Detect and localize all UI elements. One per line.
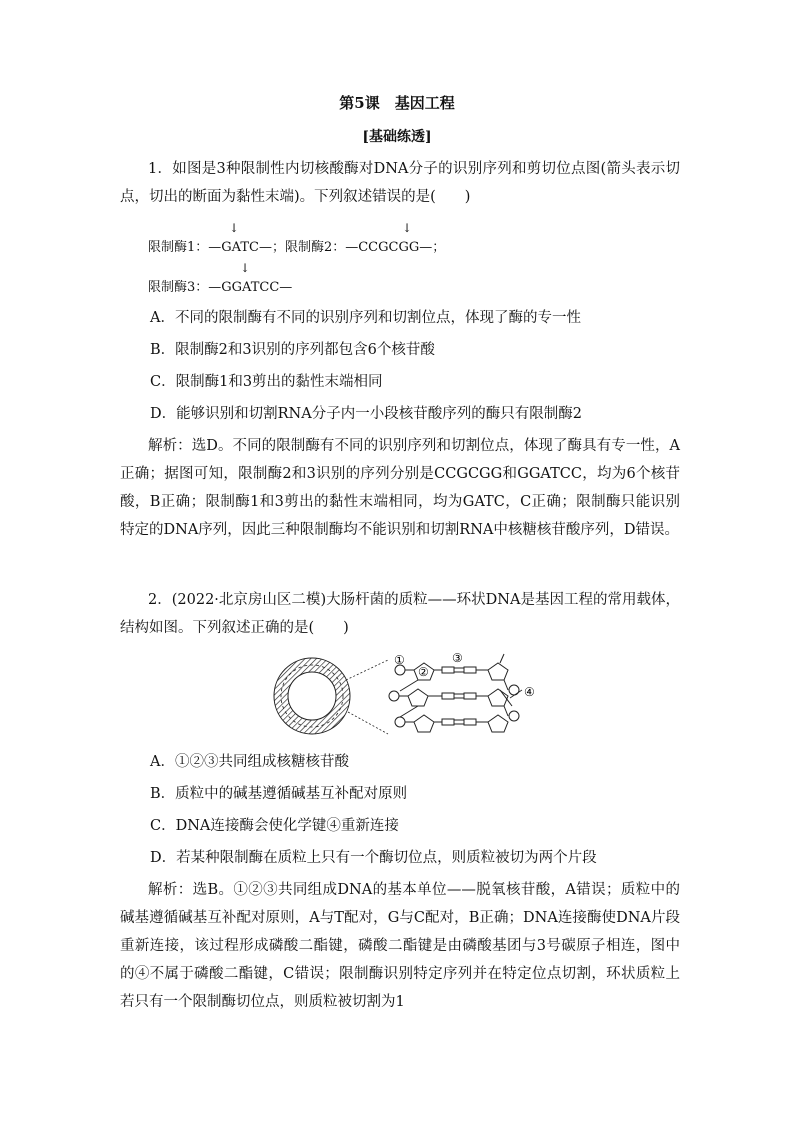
plasmid-structure-diagram xyxy=(268,650,558,742)
nucleotide-rows xyxy=(389,654,519,732)
cut-arrow-icon: ↓ xyxy=(229,221,240,235)
label-3: ③ xyxy=(452,651,463,665)
question-1-option-b: B．限制酶2和3识别的序列都包含6个核苷酸 xyxy=(150,342,435,358)
question-2-option-d: D．若某种限制酶在质粒上只有一个酶切位点，则质粒被切为两个片段 xyxy=(150,850,597,866)
cut-arrow-icon: ↓ xyxy=(402,221,413,235)
question-2-analysis: 解析：选B。①②③共同组成DNA的基本单位——脱氧核苷酸，A错误；质粒中的碱基遵循碱基互补配对原则，A与T配对，G与C配对，B正确；DNA连接酶使DNA片段重新连接，该过程形成磷酸二酯键，磷酸二酯键是由磷酸基团与3号碳原子相连，图中的④不属于磷酸二酯键，C错误；限制酶识别特定序列并在特定位点切割，环状质粒上若只有一个限制酶切位点，则质粒被切割为1 xyxy=(120,882,680,1010)
label-1: ① xyxy=(394,653,405,667)
label-2: ② xyxy=(418,665,429,679)
question-2-option-a: A．①②③共同组成核糖核苷酸 xyxy=(150,754,349,770)
label-4: ④ xyxy=(524,685,535,699)
enzyme-figure-line-1: 限制酶1：—GATC—；限制酶2：—CCGCGG—； xyxy=(148,240,446,255)
question-1-option-c: C．限制酶1和3剪出的黏性末端相同 xyxy=(150,374,383,390)
section-heading: [基础练透] xyxy=(362,129,432,145)
question-2-stem: 2．(2022·北京房山区二模)大肠杆菌的质粒——环状DNA是基因工程的常用载体，结构如图。下列叙述正确的是( ) xyxy=(120,592,680,636)
cut-arrow-icon: ↓ xyxy=(240,261,251,275)
question-1-option-d: D．能够识别和切割RNA分子内一小段核苷酸序列的酶只有限制酶2 xyxy=(150,406,582,422)
question-2-option-b: B．质粒中的碱基遵循碱基互补配对原则 xyxy=(150,786,408,802)
plasmid-ring xyxy=(274,658,350,734)
question-1-analysis: 解析：选D。不同的限制酶有不同的识别序列和切割位点，体现了酶具有专一性，A正确；据图可知，限制酶2和3识别的序列分别是CCGCGG和GGATCC，均为6个核苷酸，B正确；限制酶1和3剪出的黏性末端相同，均为GATC，C正确；限制酶只能识别特定的DNA序列，因此三种限制酶均不能识别和切割RNA中核糖核苷酸序列，D错误。 xyxy=(120,438,680,538)
page-title: 第5课 基因工程 xyxy=(339,94,455,112)
question-2-option-c: C．DNA连接酶会使化学键④重新连接 xyxy=(150,818,399,834)
question-1-option-a: A．不同的限制酶有不同的识别序列和切割位点，体现了酶的专一性 xyxy=(150,310,581,326)
enzyme-figure-line-2: 限制酶3：—GGATCC— xyxy=(148,280,293,295)
question-1-stem: 1．如图是3种限制性内切核酸酶对DNA分子的识别序列和剪切位点图(箭头表示切点，切出的断面为黏性末端)。下列叙述错误的是( ) xyxy=(120,161,680,205)
